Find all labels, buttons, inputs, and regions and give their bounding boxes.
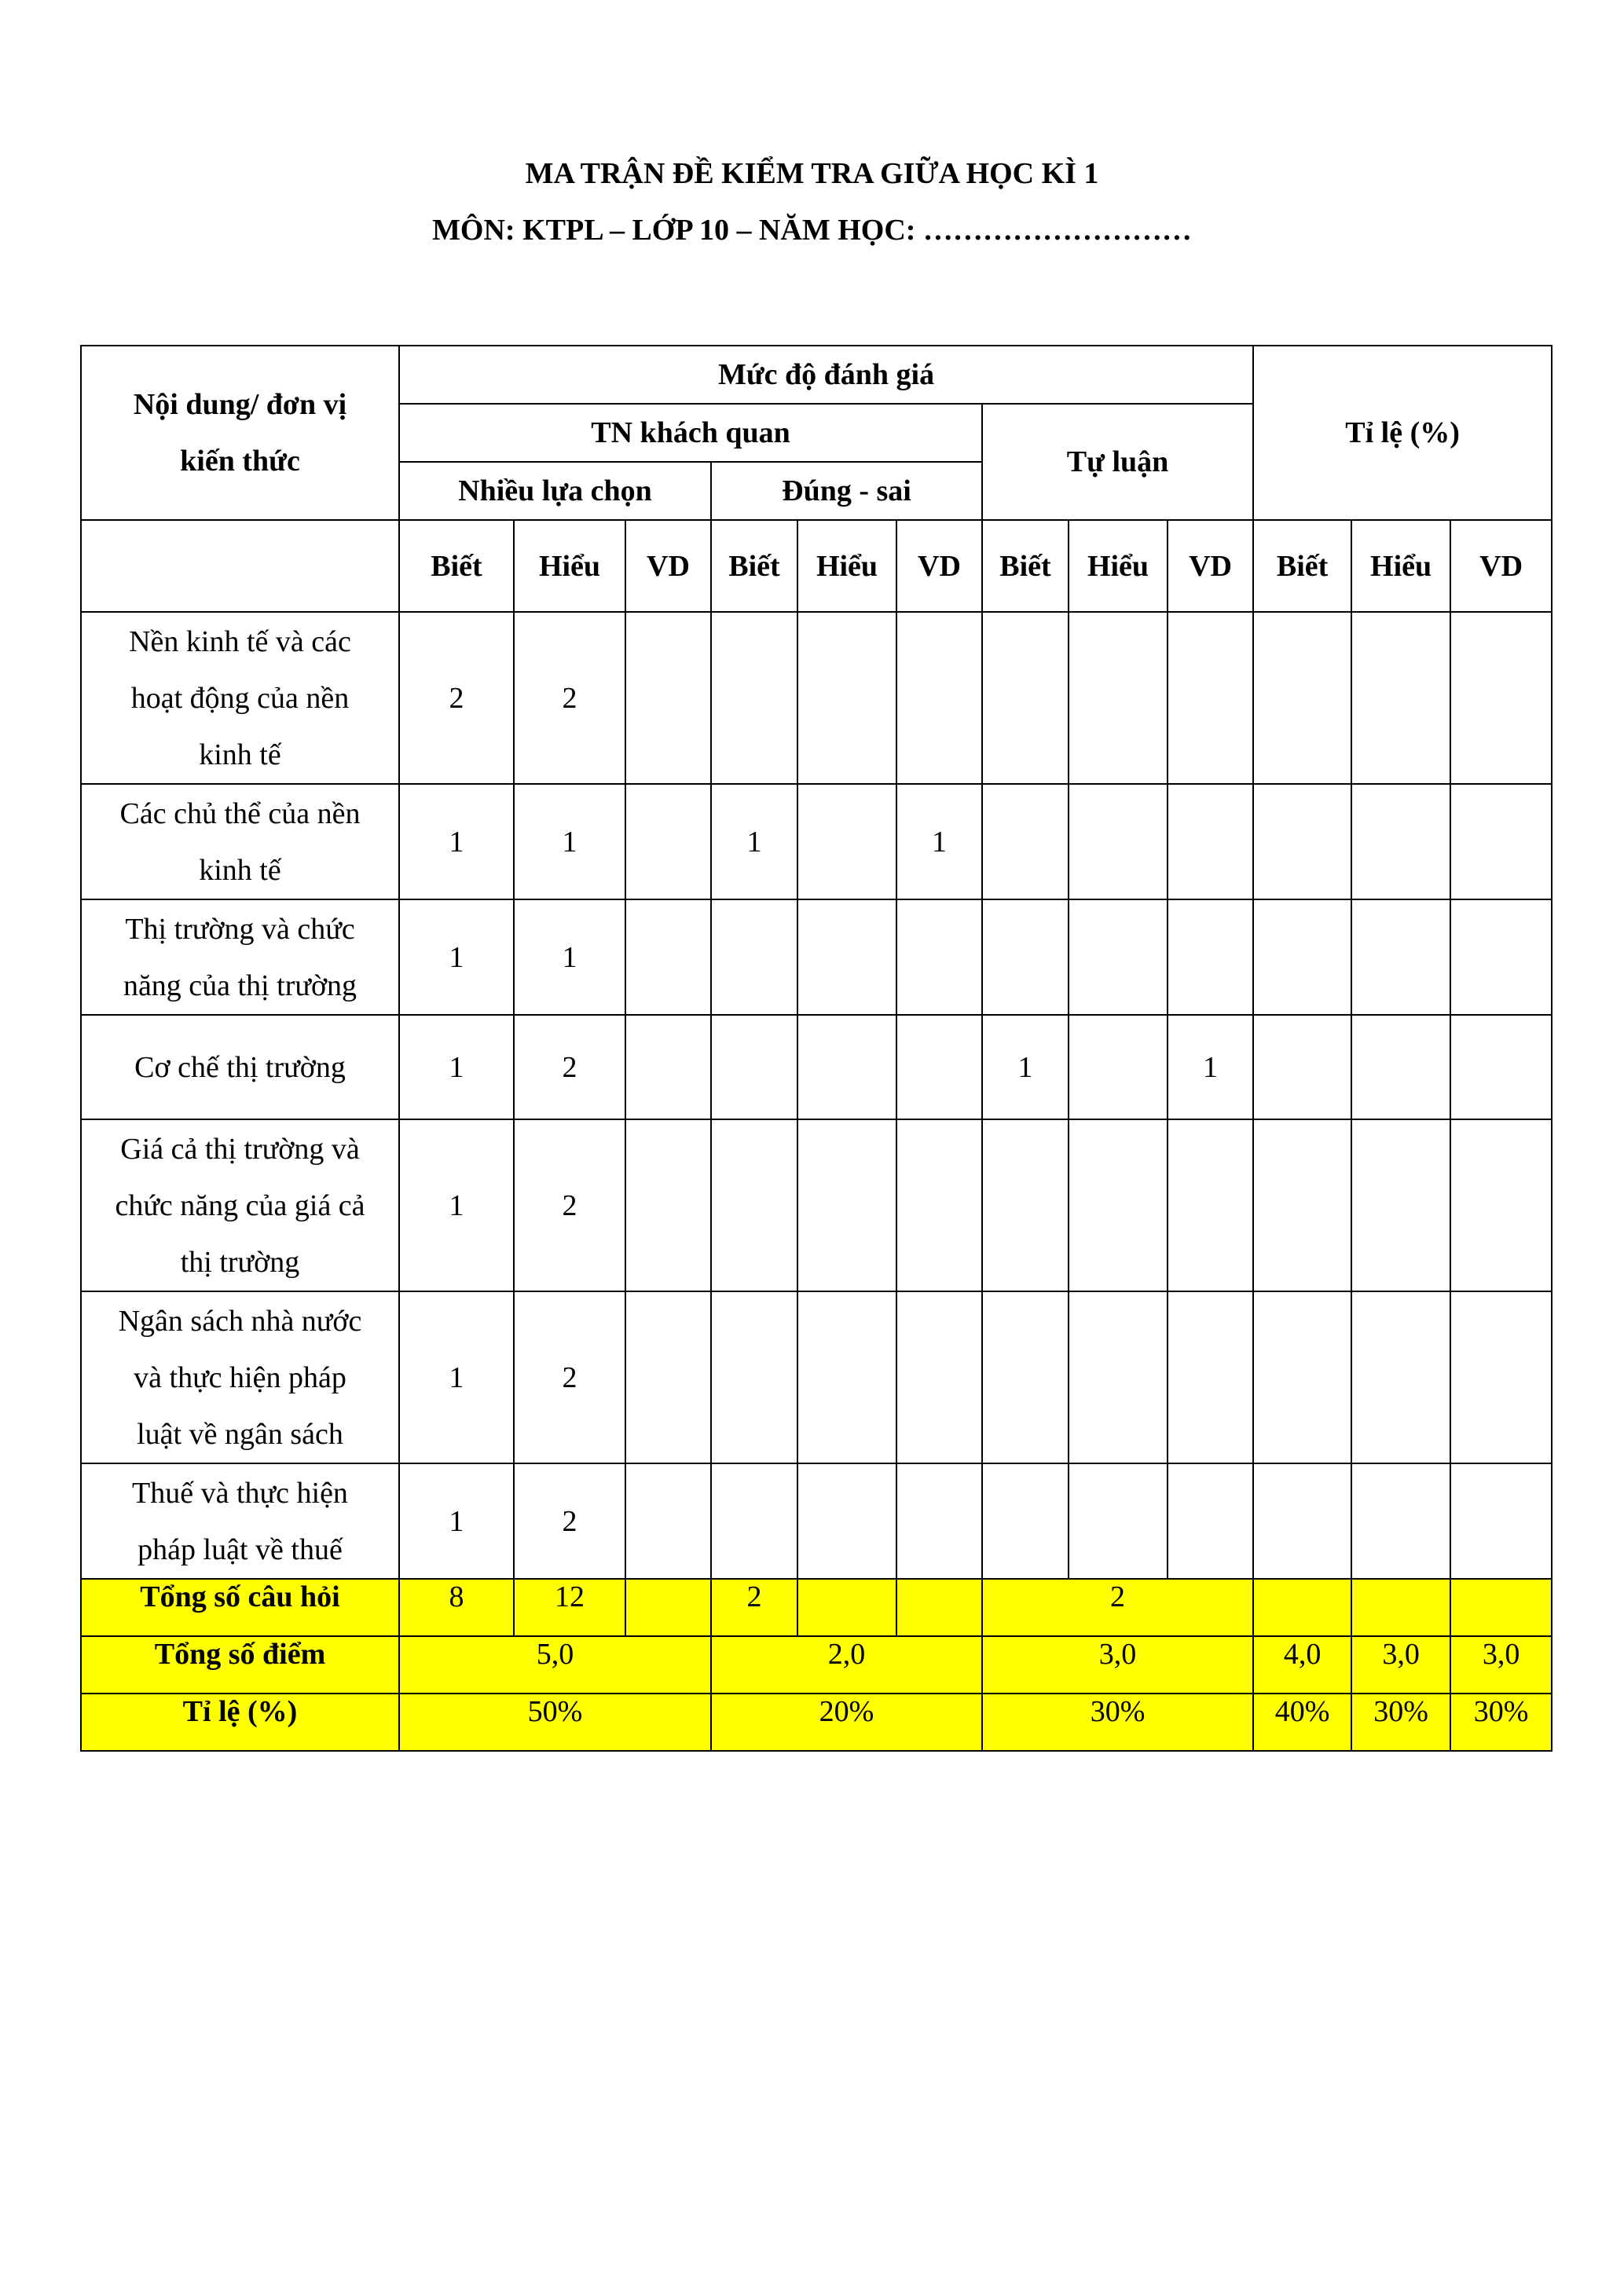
table-cell — [1450, 1291, 1552, 1463]
row-label-line: năng của thị trường — [123, 969, 357, 1002]
table-cell: 1 — [1168, 1015, 1253, 1119]
total-questions-value — [797, 1579, 896, 1636]
table-cell — [896, 1015, 982, 1119]
table-cell — [896, 1119, 982, 1291]
table-cell — [1253, 899, 1351, 1015]
table-cell — [1450, 1015, 1552, 1119]
table-cell — [625, 1015, 711, 1119]
ratio-value: 40% — [1253, 1694, 1351, 1751]
table-cell: 2 — [514, 1291, 625, 1463]
table-cell — [625, 1119, 711, 1291]
table-cell — [1450, 1119, 1552, 1291]
row-label-line: luật về ngân sách — [137, 1417, 343, 1451]
level-header: Hiểu — [1351, 520, 1450, 612]
table-cell: 1 — [399, 784, 514, 899]
row-label-line: chức năng của giá cả — [115, 1188, 365, 1222]
data-rows — [81, 612, 1552, 1579]
table-cell — [1450, 612, 1552, 784]
table-cell: 2 — [399, 612, 514, 784]
row-label — [81, 1291, 399, 1463]
table-cell — [1253, 612, 1351, 784]
table-cell — [1069, 784, 1168, 899]
level-header: Hiểu — [797, 520, 896, 612]
table-cell: 1 — [514, 899, 625, 1015]
table-cell — [1351, 1463, 1450, 1579]
total-questions-value — [896, 1579, 982, 1636]
row-label — [81, 1463, 399, 1579]
table-cell — [1168, 1463, 1253, 1579]
table-cell — [711, 1463, 797, 1579]
level-header: Biết — [1253, 520, 1351, 612]
table-cell — [625, 1463, 711, 1579]
table-cell — [797, 784, 896, 899]
table-cell — [1450, 1463, 1552, 1579]
row-label-line: kinh tế — [199, 853, 281, 887]
table-cell — [797, 1291, 896, 1463]
level-header-empty — [81, 520, 399, 612]
table-cell: 1 — [982, 1015, 1069, 1119]
row-label-line: và thực hiện pháp — [134, 1360, 346, 1394]
table-cell: 2 — [514, 612, 625, 784]
table-cell — [1168, 612, 1253, 784]
assessment-level-header: Mức độ đánh giá — [399, 346, 1253, 404]
document-subtitle: MÔN: KTPL – LỚP 10 – NĂM HỌC: ……………………… — [432, 214, 1192, 247]
table-cell: 2 — [514, 1015, 625, 1119]
table-cell — [982, 1291, 1069, 1463]
table-cell — [1253, 1463, 1351, 1579]
row-label-line: Nền kinh tế và các — [129, 624, 351, 658]
table-row — [81, 1291, 1552, 1463]
table-cell — [1069, 1291, 1168, 1463]
row-label — [81, 899, 399, 1015]
table-row — [81, 1015, 1552, 1119]
table-cell — [982, 899, 1069, 1015]
table-cell — [1253, 784, 1351, 899]
essay-header: Tự luận — [982, 404, 1253, 520]
row-label — [81, 612, 399, 784]
level-header: VD — [625, 520, 711, 612]
table-cell — [797, 899, 896, 1015]
table-cell: 1 — [399, 1015, 514, 1119]
table-cell — [896, 1291, 982, 1463]
total-points-value: 5,0 — [399, 1636, 711, 1694]
assessment-matrix-table — [80, 345, 1553, 1752]
row-label-line: Thị trường và chức — [125, 912, 355, 946]
table-cell — [1351, 1119, 1450, 1291]
ratio-header: Tỉ lệ (%) — [1253, 346, 1552, 520]
table-row — [81, 899, 1552, 1015]
row-label-line: thị trường — [180, 1245, 300, 1279]
content-column-header-text: Nội dung/ đơn vị kiến thức — [133, 388, 347, 478]
row-label — [81, 1119, 399, 1291]
table-cell — [1168, 1119, 1253, 1291]
table-row — [81, 612, 1552, 784]
multiple-choice-header: Nhiều lựa chọn — [399, 462, 711, 520]
total-points-label: Tổng số điểm — [81, 1636, 399, 1694]
row-label — [81, 1015, 399, 1119]
total-questions-value — [1351, 1579, 1450, 1636]
table-cell — [982, 612, 1069, 784]
table-cell — [896, 1463, 982, 1579]
table-cell — [1351, 899, 1450, 1015]
table-cell — [711, 1015, 797, 1119]
ratio-value: 30% — [1351, 1694, 1450, 1751]
table-cell — [711, 612, 797, 784]
table-cell — [1351, 612, 1450, 784]
ratio-value: 20% — [711, 1694, 982, 1751]
document-title: MA TRẬN ĐỀ KIỂM TRA GIỮA HỌC KÌ 1 — [525, 157, 1099, 190]
table-cell: 1 — [399, 1463, 514, 1579]
table-cell — [1351, 1015, 1450, 1119]
table-cell — [625, 784, 711, 899]
table-cell — [982, 1119, 1069, 1291]
table-cell — [797, 1463, 896, 1579]
total-questions-value: 2 — [711, 1579, 797, 1636]
row-label-line: pháp luật về thuế — [137, 1532, 343, 1566]
table-cell — [797, 612, 896, 784]
total-points-value: 4,0 — [1253, 1636, 1351, 1694]
table-cell: 1 — [399, 1291, 514, 1463]
table-cell — [982, 784, 1069, 899]
total-points-value: 3,0 — [1450, 1636, 1552, 1694]
table-cell: 1 — [399, 1119, 514, 1291]
content-column-header — [81, 346, 399, 520]
total-questions-value: 8 — [399, 1579, 514, 1636]
level-header: VD — [1168, 520, 1253, 612]
table-cell — [1168, 784, 1253, 899]
table-cell — [1069, 1463, 1168, 1579]
row-label-line: Ngân sách nhà nước — [118, 1304, 362, 1338]
row-label — [81, 784, 399, 899]
table-cell: 1 — [514, 784, 625, 899]
level-header: VD — [1450, 520, 1552, 612]
total-questions-value — [625, 1579, 711, 1636]
table-cell — [1253, 1015, 1351, 1119]
table-cell — [1069, 1015, 1168, 1119]
table-cell — [1253, 1119, 1351, 1291]
table-cell — [1168, 899, 1253, 1015]
objective-header: TN khách quan — [399, 404, 982, 462]
table-cell — [1450, 784, 1552, 899]
level-header: Hiểu — [514, 520, 625, 612]
total-questions-label: Tổng số câu hỏi — [81, 1579, 399, 1636]
row-label-line: hoạt động của nền — [130, 681, 350, 715]
ratio-value: 50% — [399, 1694, 711, 1751]
table-cell: 2 — [514, 1119, 625, 1291]
level-header: Hiểu — [1069, 520, 1168, 612]
table-row — [81, 784, 1552, 899]
table-cell — [1069, 612, 1168, 784]
row-label-line: Giá cả thị trường và — [120, 1132, 360, 1166]
level-header: VD — [896, 520, 982, 612]
table-cell — [711, 899, 797, 1015]
total-questions-value: 2 — [982, 1579, 1253, 1636]
table-cell — [982, 1463, 1069, 1579]
table-cell — [1168, 1291, 1253, 1463]
total-points-value: 3,0 — [1351, 1636, 1450, 1694]
table-cell — [625, 1291, 711, 1463]
ratio-value: 30% — [1450, 1694, 1552, 1751]
table-row — [81, 1463, 1552, 1579]
table-cell — [1069, 899, 1168, 1015]
level-header: Biết — [399, 520, 514, 612]
table-cell: 1 — [399, 899, 514, 1015]
table-cell — [625, 899, 711, 1015]
table-cell — [896, 899, 982, 1015]
total-questions-value: 12 — [514, 1579, 625, 1636]
table-row — [81, 1119, 1552, 1291]
total-questions-value — [1253, 1579, 1351, 1636]
level-header: Biết — [982, 520, 1069, 612]
table-cell — [1450, 899, 1552, 1015]
table-cell — [797, 1119, 896, 1291]
table-cell: 1 — [896, 784, 982, 899]
row-label-line: Các chủ thể của nền — [119, 796, 361, 830]
table-cell — [797, 1015, 896, 1119]
table-cell — [1351, 784, 1450, 899]
table-cell — [711, 1119, 797, 1291]
true-false-header: Đúng - sai — [711, 462, 982, 520]
row-label-line: Cơ chế thị trường — [134, 1050, 346, 1084]
table-cell — [711, 1291, 797, 1463]
table-cell — [1069, 1119, 1168, 1291]
table-cell — [625, 612, 711, 784]
row-label-line: Thuế và thực hiện — [132, 1476, 348, 1510]
table-cell — [1351, 1291, 1450, 1463]
row-label-line: kinh tế — [199, 738, 281, 771]
table-cell: 2 — [514, 1463, 625, 1579]
ratio-value: 30% — [982, 1694, 1253, 1751]
level-header: Biết — [711, 520, 797, 612]
table-cell — [896, 612, 982, 784]
table-cell — [1253, 1291, 1351, 1463]
total-questions-value — [1450, 1579, 1552, 1636]
total-points-value: 3,0 — [982, 1636, 1253, 1694]
total-points-value: 2,0 — [711, 1636, 982, 1694]
ratio-label: Tỉ lệ (%) — [81, 1694, 399, 1751]
table-cell: 1 — [711, 784, 797, 899]
